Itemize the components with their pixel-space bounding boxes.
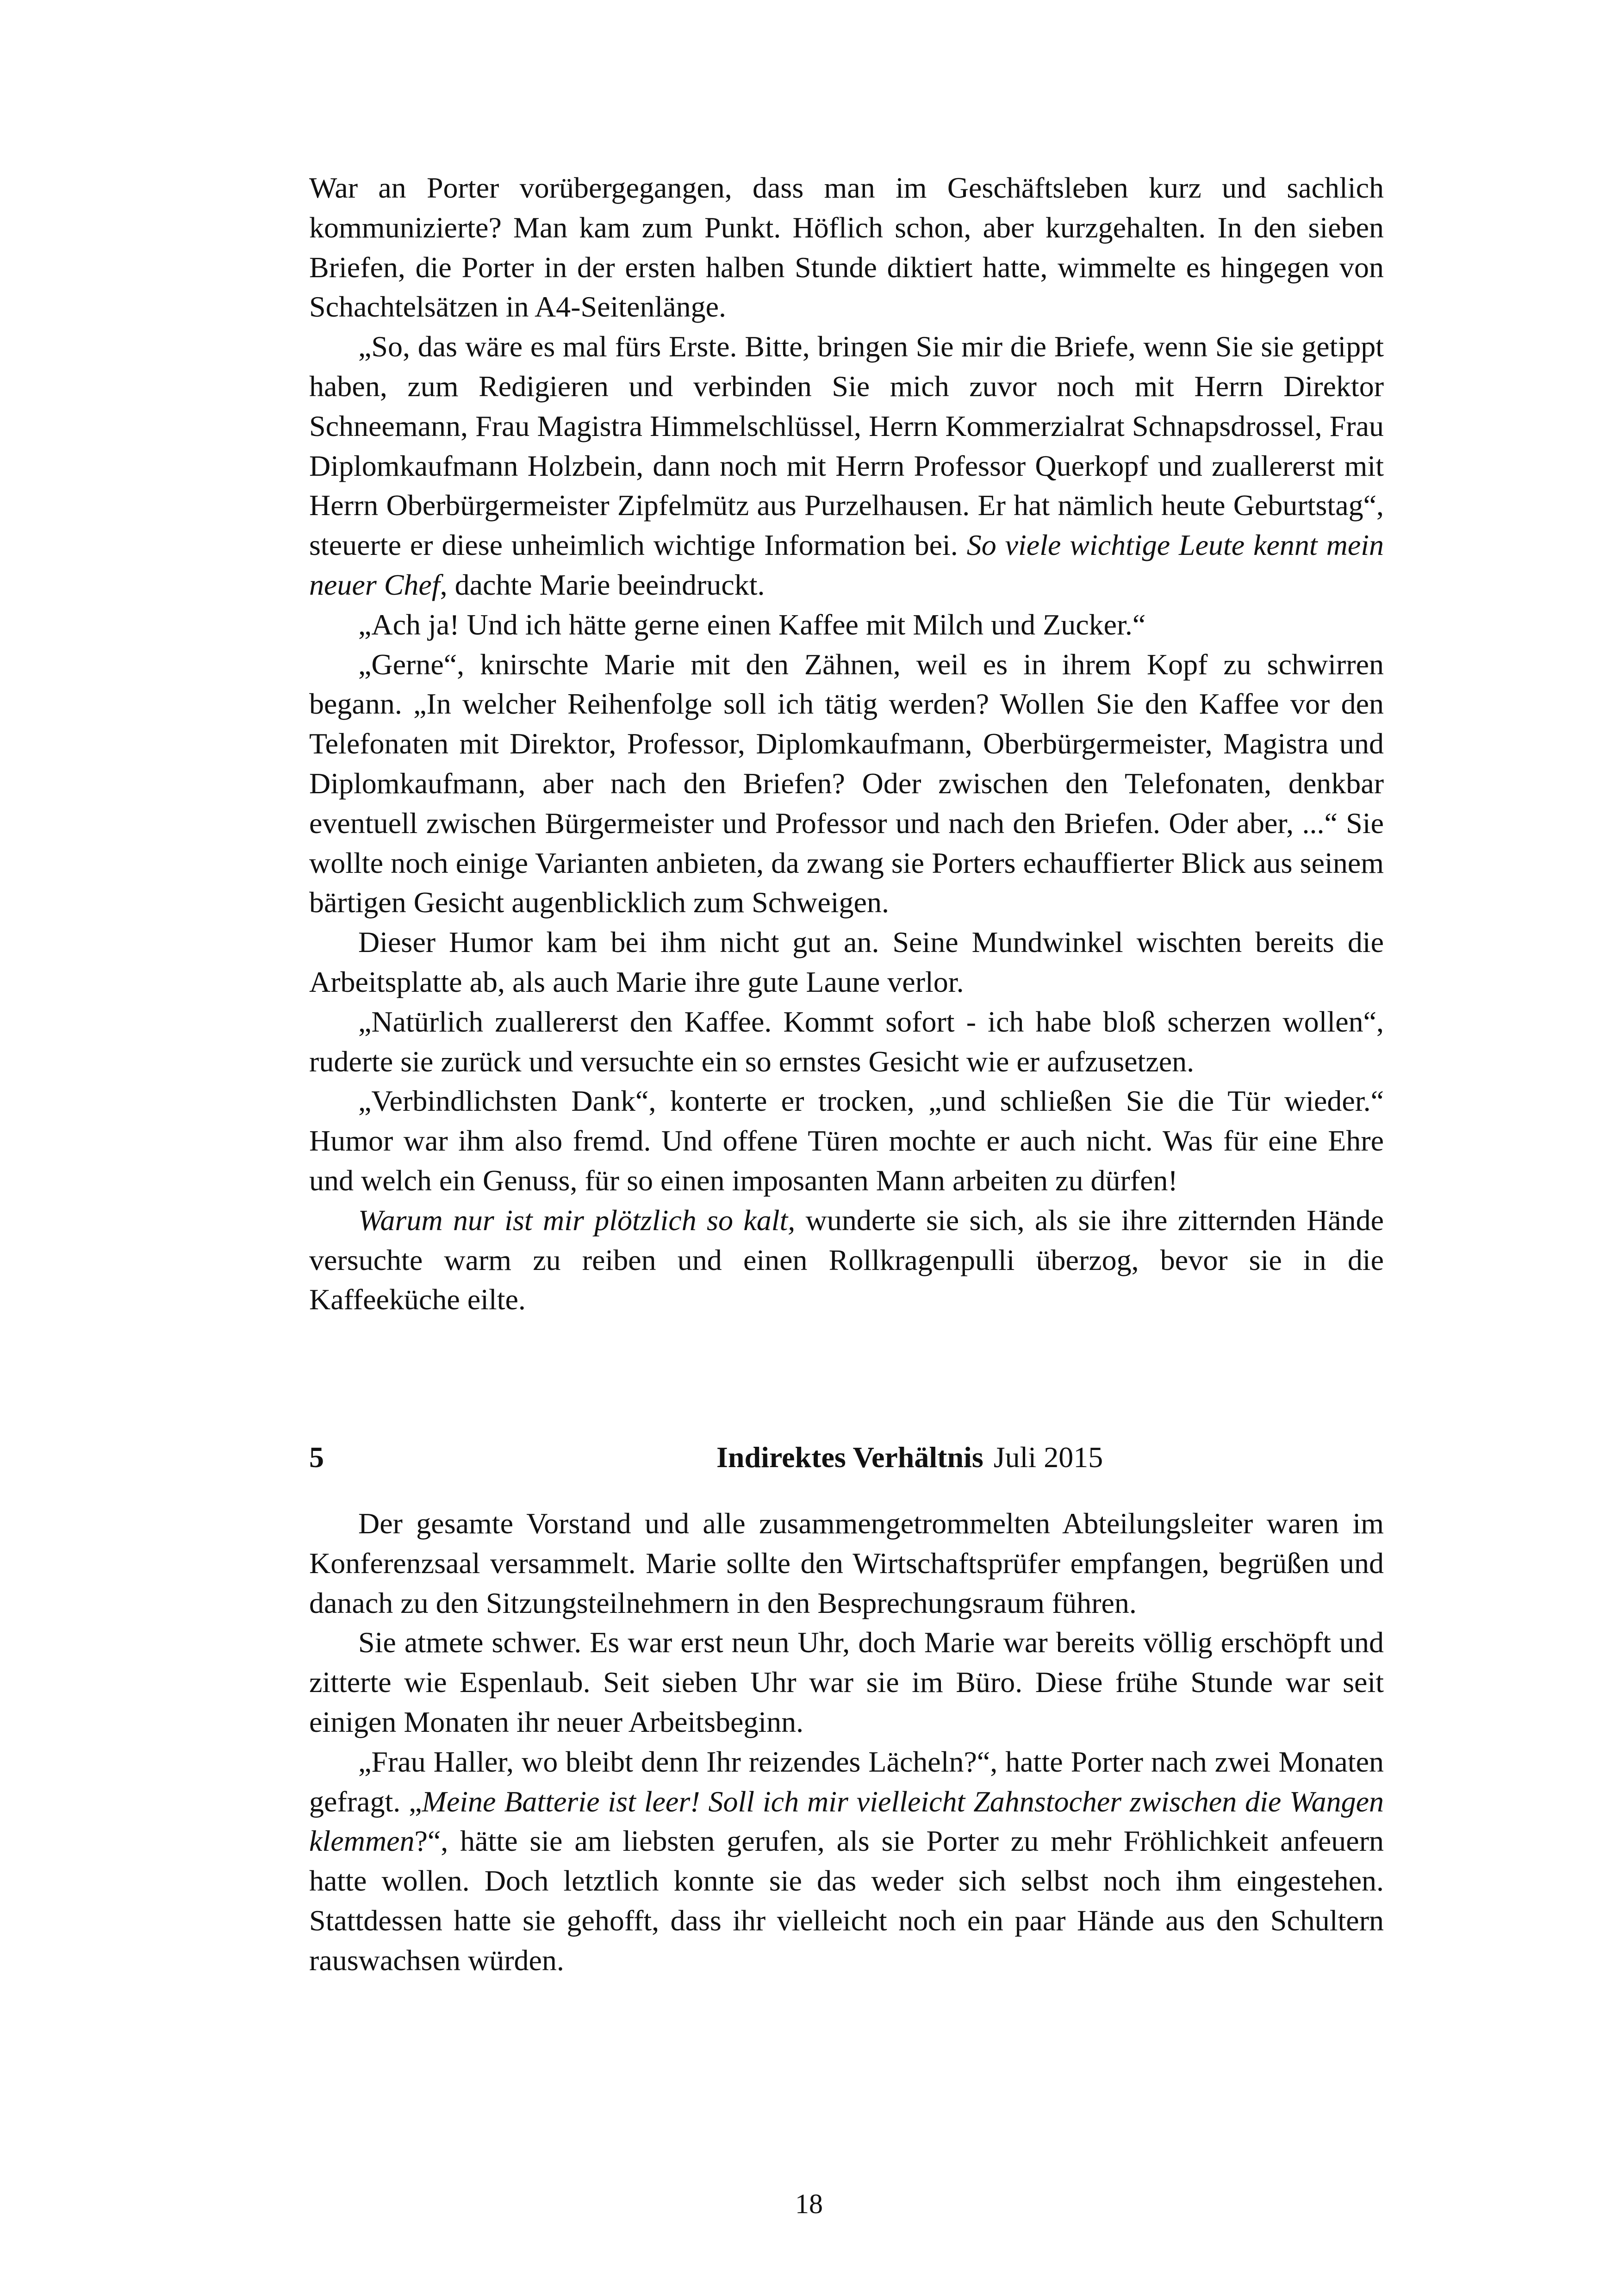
chapter-title-line <box>716 1437 1103 1477</box>
paragraph-text: Der gesamte Vorstand und alle zusammengetrommelten Abteilungsleiter waren im Konferenzsaal versammelt. Marie sollte den Wirtschaftsprüfer empfangen, begrüßen und danach zu den Sitzungsteilnehmern in den Besprechungsraum führen. <box>309 1507 1384 1619</box>
paragraph <box>309 1504 1384 1623</box>
paragraph-text: „Verbindlichsten Dank“, konterte er trocken, „und schließen Sie die Tür wieder.“ Humor war ihm also fremd. Und offene Türen mochte er auch nicht. Was für eine Ehre und welch ein Genuss, für so einen imposanten Mann arbeiten zu dürfen! <box>309 1084 1384 1197</box>
paragraph-text: wunderte sie sich, als sie ihre zitternden Hände versuchte warm zu reiben und einen Rollkragenpulli überzog, bevor sie in die Kaffeeküche eilte. <box>309 1203 1384 1316</box>
chapter-heading <box>309 1437 1384 1477</box>
paragraph <box>309 1623 1384 1742</box>
paragraph-text: ?“, hätte sie am liebsten gerufen, als sie Porter zu mehr Fröhlichkeit anfeuern hatte wollen. Doch letztlich konnte sie das weder sich selbst noch ihm eingestehen. Stattdessen hatte sie gehofft, dass ihr vielleicht noch ein paar Hände aus den Schultern rauswachsen würden. <box>309 1824 1384 1977</box>
chapter-text-block <box>309 1504 1384 1980</box>
chapter-date: Juli 2015 <box>993 1441 1103 1474</box>
paragraph-text: „Natürlich zuallererst den Kaffee. Kommt sofort - ich habe bloß scherzen wollen“, ruderte sie zurück und versuchte ein so ernstes Gesicht wie er aufzusetzen. <box>309 1005 1384 1078</box>
paragraph <box>309 327 1384 605</box>
paragraph <box>309 922 1384 1002</box>
intro-text-block <box>309 168 1384 1319</box>
paragraph-text: War an Porter vorübergegangen, dass man im Geschäftsleben kurz und sachlich kommunizierte? Man kam zum Punkt. Höflich schon, aber kurzgehalten. In den sieben Briefen, die Porter in der ersten halben Stunde diktiert hatte, wimmelte es hingegen von Schachtelsätzen in A4-Seitenlänge. <box>309 171 1384 324</box>
paragraph-text: , dachte Marie beeindruckt. <box>440 568 765 601</box>
paragraph-text: Sie atmete schwer. Es war erst neun Uhr, doch Marie war bereits völlig erschöpft und zitterte wie Espenlaub. Seit sieben Uhr war sie im Büro. Diese frühe Stunde war seit einigen Monaten ihr neuer Arbeitsbeginn. <box>309 1626 1384 1738</box>
paragraph-text: „Ach ja! Und ich hätte gerne einen Kaffee mit Milch und Zucker.“ <box>358 608 1146 641</box>
paragraph-text: „So, das wäre es mal fürs Erste. Bitte, bringen Sie mir die Briefe, wenn Sie sie getippt haben, zum Redigieren und verbinden Sie mich zuvor noch mit Herrn Direktor Schneemann, Frau Magistra Himmelschlüssel, Herrn Kommerzialrat Schnapsdrossel, Frau Diplomkaufmann Holzbein, dann noch mit Herrn Professor Querkopf und zuallererst mit Herrn Oberbürgermeister Zipfelmütz aus Purzelhausen. Er hat nämlich heute Geburtstag“, steuerte er diese unheimlich wichtige Information bei. <box>309 330 1384 562</box>
paragraph-italic-text: Meine Batterie ist leer! Soll ich mir vielleicht Zahnstocher zwischen die Wangen klemmen <box>309 1785 1384 1858</box>
paragraph <box>309 1081 1384 1200</box>
paragraph-text: „Gerne“, knirschte Marie mit den Zähnen, weil es in ihrem Kopf zu schwirren begann. „In welcher Reihenfolge soll ich tätig werden? Wollen Sie den Kaffee vor den Telefonaten mit Direktor, Professor, Diplomkaufmann, Oberbürgermeister, Magistra und Diplomkaufmann, aber nach den Briefen? Oder zwischen den Telefonaten, denkbar eventuell zwischen Bürgermeister und Professor und nach den Briefen. Oder aber, ...“ Sie wollte noch einige Varianten anbieten, da zwang sie Porters echauffierter Blick aus seinem bärtigen Gesicht augenblicklich zum Schweigen. <box>309 647 1384 919</box>
paragraph <box>309 1002 1384 1082</box>
paragraph-italic-text: Warum nur ist mir plötzlich so kalt, <box>358 1203 796 1237</box>
page-number: 18 <box>795 2189 823 2219</box>
chapter-number: 5 <box>309 1441 324 1474</box>
paragraph <box>309 645 1384 923</box>
paragraph-italic-text: So viele wichtige Leute kennt mein neuer Chef <box>309 529 1384 601</box>
chapter-title: Indirektes Verhältnis <box>716 1441 983 1474</box>
paragraph <box>309 1742 1384 1980</box>
paragraph-text: „Frau Haller, wo bleibt denn Ihr reizendes Lächeln?“, hatte Porter nach zwei Monaten gefragt. „ <box>309 1745 1384 1818</box>
paragraph-text: Dieser Humor kam bei ihm nicht gut an. Seine Mundwinkel wischten bereits die Arbeitsplatte ab, als auch Marie ihre gute Laune verlor. <box>309 926 1384 998</box>
paragraph <box>309 168 1384 327</box>
paragraph <box>309 1201 1384 1319</box>
paragraph <box>309 605 1384 645</box>
